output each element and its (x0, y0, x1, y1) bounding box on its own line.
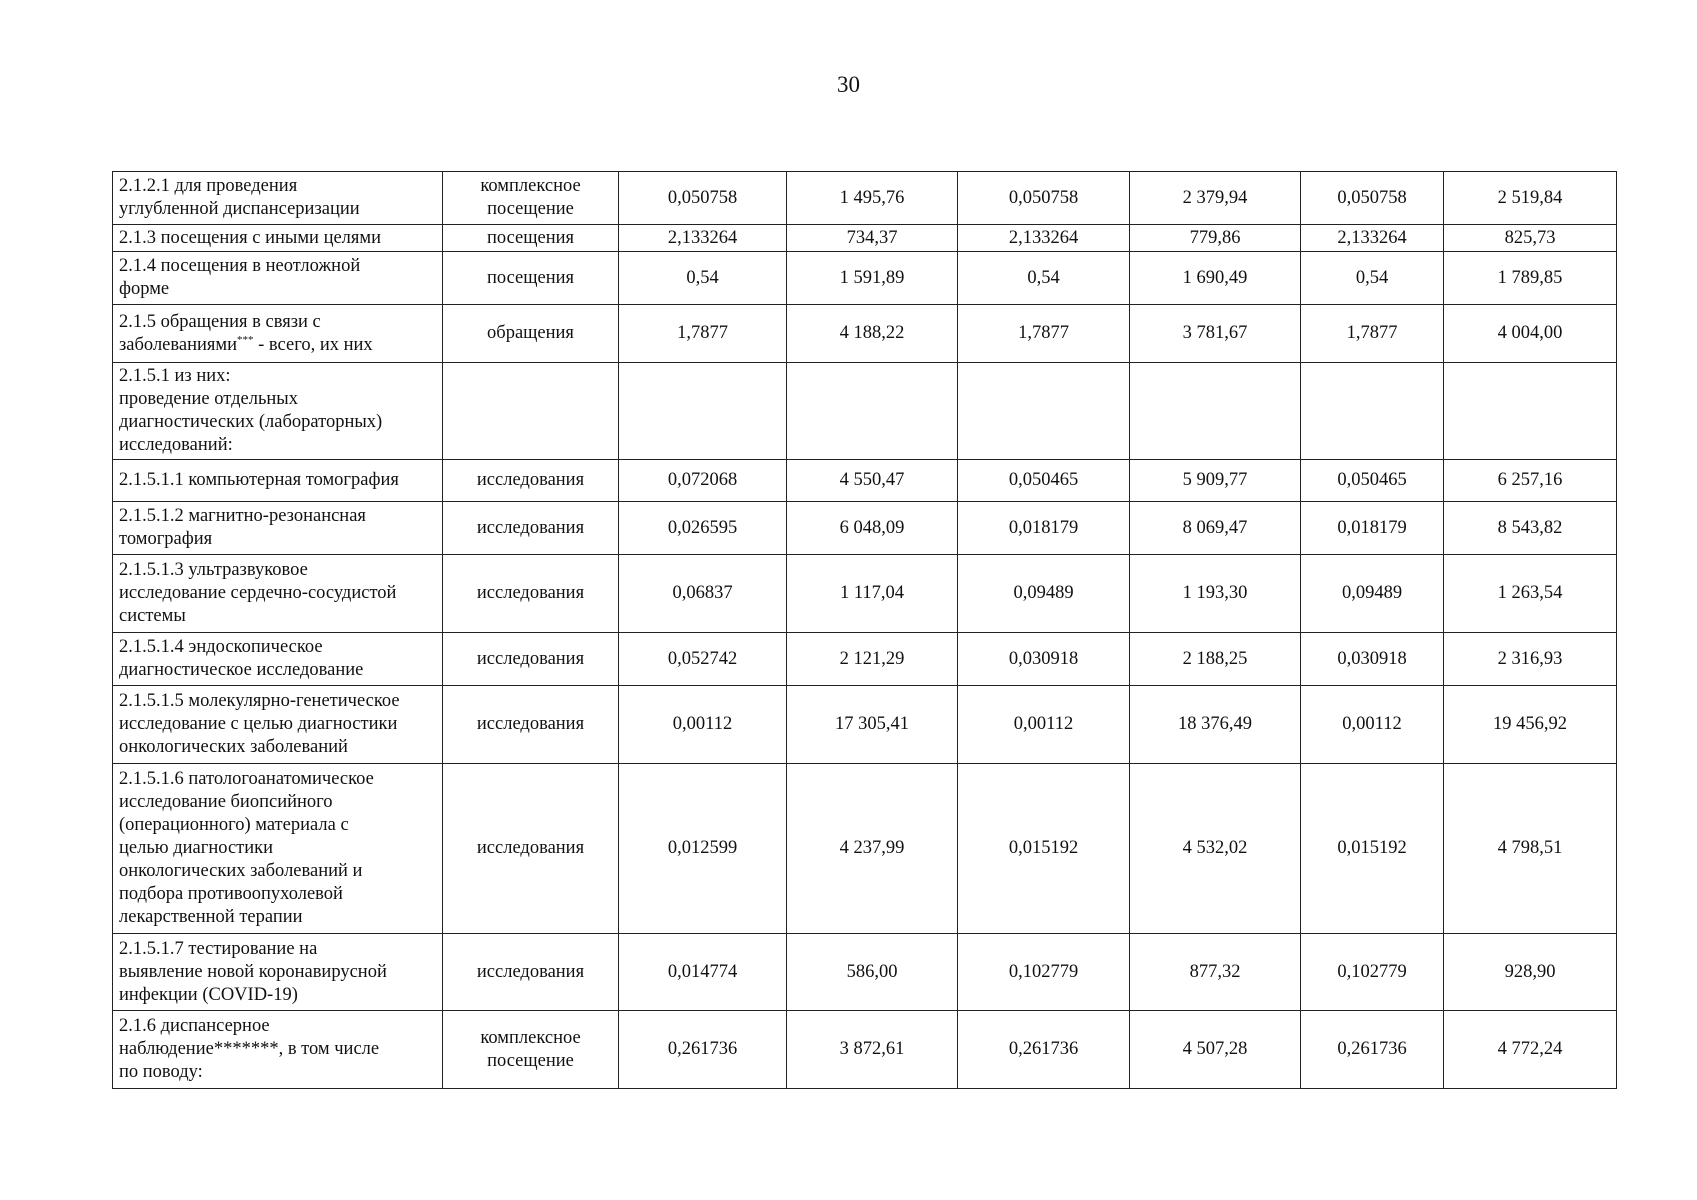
value-cell: 0,072068 (619, 460, 787, 502)
row-unit (443, 363, 619, 460)
value-cell: 0,261736 (619, 1011, 787, 1089)
value-cell: 0,030918 (1301, 633, 1444, 686)
row-name (113, 305, 443, 363)
value-cell: 825,73 (1444, 225, 1617, 252)
row-name: 2.1.4 посещения в неотложной форме (113, 252, 443, 305)
row-name: 2.1.5.1.1 компьютерная томография (113, 460, 443, 502)
table-row (113, 633, 1617, 686)
value-cell: 0,54 (958, 252, 1130, 305)
value-cell: 4 237,99 (787, 764, 958, 934)
row-name: 2.1.5.1.3 ультразвуковое исследование сердечно-сосудистой системы (113, 555, 443, 633)
row-name: 2.1.5.1.2 магнитно-резонансная томография (113, 502, 443, 555)
value-cell: 0,050758 (619, 172, 787, 225)
value-cell: 8 543,82 (1444, 502, 1617, 555)
value-cell: 877,32 (1130, 934, 1301, 1011)
value-cell: 2,133264 (619, 225, 787, 252)
row-name-text: 2.1.5 обращения в связи с заболеваниями (119, 311, 321, 355)
value-cell: 6 257,16 (1444, 460, 1617, 502)
value-cell: 1 117,04 (787, 555, 958, 633)
value-cell: 0,015192 (958, 764, 1130, 934)
value-cell: 1 495,76 (787, 172, 958, 225)
row-name-tail: - всего, их них (253, 334, 373, 355)
value-cell: 1 690,49 (1130, 252, 1301, 305)
value-cell: 0,018179 (1301, 502, 1444, 555)
table-row (113, 460, 1617, 502)
value-cell (619, 363, 787, 460)
row-name: 2.1.5.1.4 эндоскопическое диагностическое исследование (113, 633, 443, 686)
row-unit: исследования (443, 460, 619, 502)
row-unit: исследования (443, 686, 619, 764)
row-unit: обращения (443, 305, 619, 363)
value-cell: 0,261736 (1301, 1011, 1444, 1089)
value-cell: 0,54 (1301, 252, 1444, 305)
value-cell: 0,050465 (958, 460, 1130, 502)
row-unit: комплексное посещение (443, 172, 619, 225)
value-cell: 4 550,47 (787, 460, 958, 502)
value-cell: 0,050758 (1301, 172, 1444, 225)
value-cell: 0,050465 (1301, 460, 1444, 502)
value-cell: 0,00112 (958, 686, 1130, 764)
value-cell: 0,014774 (619, 934, 787, 1011)
value-cell: 0,00112 (1301, 686, 1444, 764)
table-row (113, 363, 1617, 460)
value-cell: 1,7877 (958, 305, 1130, 363)
value-cell: 0,09489 (958, 555, 1130, 633)
value-cell (1130, 363, 1301, 460)
value-cell: 2 379,94 (1130, 172, 1301, 225)
row-name: 2.1.5.1.5 молекулярно-генетическое исследование с целью диагностики онкологических заболеваний (113, 686, 443, 764)
value-cell: 18 376,49 (1130, 686, 1301, 764)
value-cell: 4 507,28 (1130, 1011, 1301, 1089)
table-row (113, 225, 1617, 252)
value-cell: 1 193,30 (1130, 555, 1301, 633)
value-cell: 2 188,25 (1130, 633, 1301, 686)
row-name: 2.1.5.1.7 тестирование на выявление новой коронавирусной инфекции (COVID-19) (113, 934, 443, 1011)
value-cell: 2,133264 (1301, 225, 1444, 252)
value-cell: 2 316,93 (1444, 633, 1617, 686)
row-unit: посещения (443, 225, 619, 252)
row-unit: исследования (443, 764, 619, 934)
value-cell: 6 048,09 (787, 502, 958, 555)
value-cell: 0,261736 (958, 1011, 1130, 1089)
value-cell: 4 532,02 (1130, 764, 1301, 934)
table-row (113, 502, 1617, 555)
value-cell: 0,54 (619, 252, 787, 305)
row-unit: исследования (443, 502, 619, 555)
table-row (113, 555, 1617, 633)
value-cell (958, 363, 1130, 460)
table-row (113, 252, 1617, 305)
value-cell: 0,09489 (1301, 555, 1444, 633)
value-cell: 0,030918 (958, 633, 1130, 686)
table-row (113, 764, 1617, 934)
footnote-marker: *** (237, 333, 254, 346)
value-cell: 4 188,22 (787, 305, 958, 363)
value-cell: 4 004,00 (1444, 305, 1617, 363)
value-cell (787, 363, 958, 460)
value-cell: 19 456,92 (1444, 686, 1617, 764)
row-unit: посещения (443, 252, 619, 305)
value-cell: 3 872,61 (787, 1011, 958, 1089)
value-cell (1301, 363, 1444, 460)
value-cell: 928,90 (1444, 934, 1617, 1011)
value-cell: 1,7877 (1301, 305, 1444, 363)
value-cell: 0,052742 (619, 633, 787, 686)
value-cell: 0,050758 (958, 172, 1130, 225)
row-name: 2.1.5.1.6 патологоанатомическое исследование биопсийного (операционного) материала с целью диагностики онкологических заболеваний и подбора противоопухолевой лекарственной терапии (113, 764, 443, 934)
row-name: 2.1.3 посещения с иными целями (113, 225, 443, 252)
table-row (113, 1011, 1617, 1089)
row-name: 2.1.6 диспансерное наблюдение*******, в том числе по поводу: (113, 1011, 443, 1089)
value-cell: 5 909,77 (1130, 460, 1301, 502)
value-cell: 4 798,51 (1444, 764, 1617, 934)
page-number: 30 (837, 72, 860, 97)
value-cell: 1 789,85 (1444, 252, 1617, 305)
value-cell: 779,86 (1130, 225, 1301, 252)
value-cell: 4 772,24 (1444, 1011, 1617, 1089)
value-cell: 1 591,89 (787, 252, 958, 305)
table-row (113, 934, 1617, 1011)
value-cell: 0,012599 (619, 764, 787, 934)
row-unit: исследования (443, 934, 619, 1011)
value-cell: 586,00 (787, 934, 958, 1011)
table-row (113, 686, 1617, 764)
value-cell: 3 781,67 (1130, 305, 1301, 363)
value-cell: 2 121,29 (787, 633, 958, 686)
value-cell: 0,015192 (1301, 764, 1444, 934)
value-cell (1444, 363, 1617, 460)
value-cell: 8 069,47 (1130, 502, 1301, 555)
value-cell: 1 263,54 (1444, 555, 1617, 633)
table-row (113, 305, 1617, 363)
value-cell: 0,06837 (619, 555, 787, 633)
value-cell: 0,026595 (619, 502, 787, 555)
row-unit: исследования (443, 633, 619, 686)
value-cell: 0,102779 (1301, 934, 1444, 1011)
table-row (113, 172, 1617, 225)
row-name: 2.1.2.1 для проведения углубленной диспансеризации (113, 172, 443, 225)
row-name: 2.1.5.1 из них: проведение отдельных диагностических (лабораторных) исследований: (113, 363, 443, 460)
value-cell: 0,00112 (619, 686, 787, 764)
value-cell: 2,133264 (958, 225, 1130, 252)
value-cell: 0,018179 (958, 502, 1130, 555)
value-cell: 0,102779 (958, 934, 1130, 1011)
data-table (112, 171, 1617, 1089)
value-cell: 2 519,84 (1444, 172, 1617, 225)
value-cell: 1,7877 (619, 305, 787, 363)
row-unit: исследования (443, 555, 619, 633)
row-unit: комплексное посещение (443, 1011, 619, 1089)
value-cell: 17 305,41 (787, 686, 958, 764)
value-cell: 734,37 (787, 225, 958, 252)
